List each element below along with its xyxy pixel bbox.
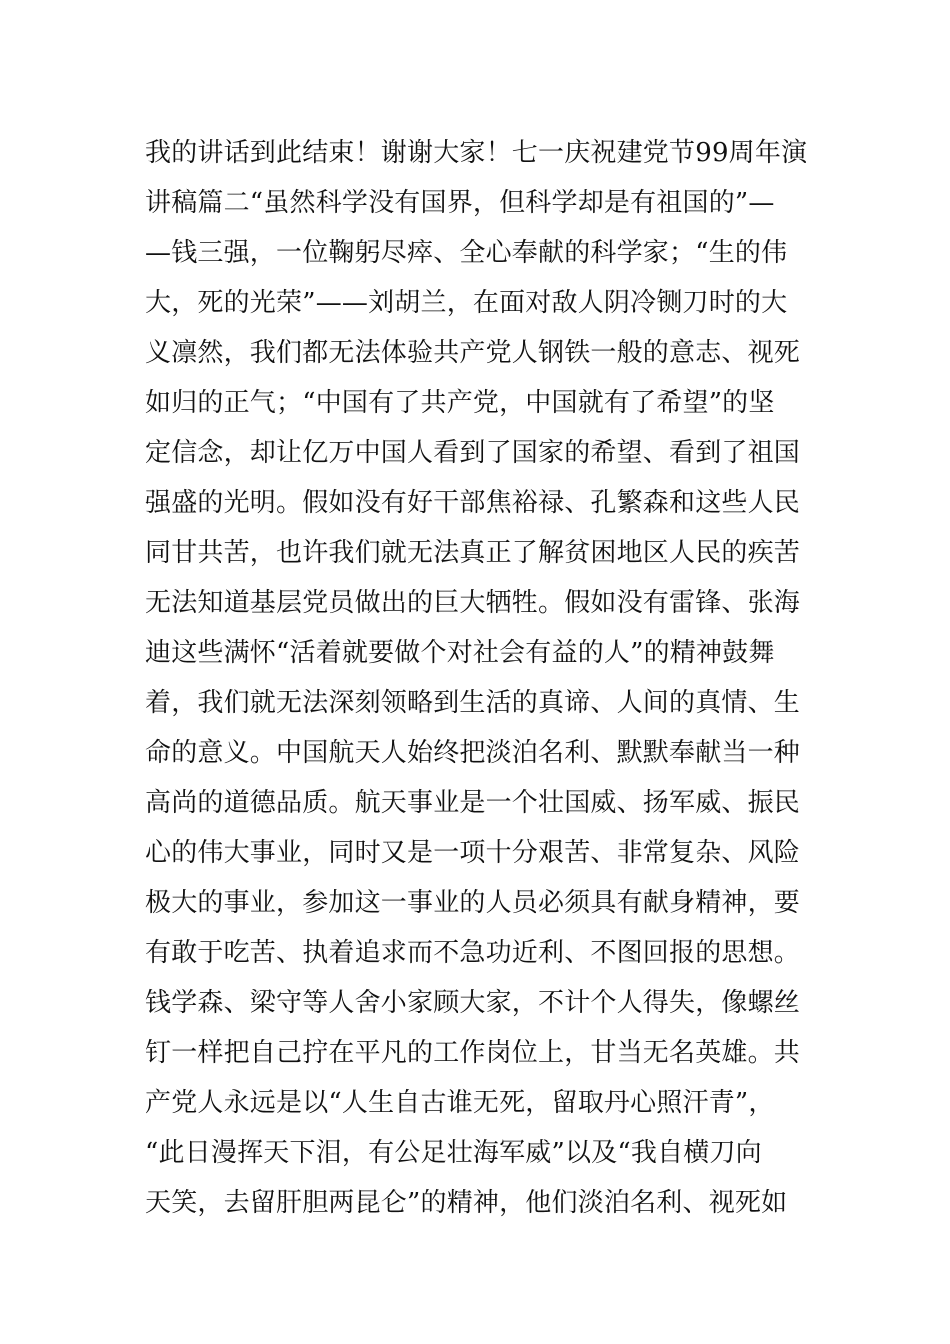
text-line-22: 天笑，去留肝胆两昆仑”的精神，他们淡泊名利、视死如 <box>145 1188 788 1218</box>
text-line-19: 钉一样把自己拧在平凡的工作岗位上，甘当无名英雄。共 <box>145 1038 801 1068</box>
text-line-9: 同甘共苦，也许我们就无法真正了解贫困地区人民的疾苦 <box>145 538 801 568</box>
text-line-16: 极大的事业，参加这一事业的人员必须具有献身精神，要 <box>145 888 801 918</box>
text-line-6: 如归的正气；“中国有了共产党，中国就有了希望”的坚 <box>145 388 775 418</box>
text-line-20: 产党人永远是以“人生自古谁无死，留取丹心照汗青”， <box>145 1088 775 1118</box>
text-line-17: 有敢于吃苦、执着追求而不急功近利、不图回报的思想。 <box>145 938 801 968</box>
text-line-13: 命的意义。中国航天人始终把淡泊名利、默默奉献当一种 <box>145 738 801 768</box>
text-line-5: 义凛然，我们都无法体验共产党人钢铁一般的意志、视死 <box>145 338 801 368</box>
text-line-21: “此日漫挥天下泪，有公足壮海军威”以及“我自横刀向 <box>145 1138 762 1168</box>
body-text <box>145 128 810 1228</box>
text-line-8: 强盛的光明。假如没有好干部焦裕禄、孔繁森和这些人民 <box>145 488 801 518</box>
text-line-4: 大，死的光荣”——刘胡兰，在面对敌人阴冷铡刀时的大 <box>145 288 788 318</box>
text-line-18: 钱学森、梁守等人舍小家顾大家，不计个人得失，像螺丝 <box>145 988 801 1018</box>
text-line-3: —钱三强，一位鞠躬尽瘁、全心奉献的科学家；“生的伟 <box>145 238 788 268</box>
text-line-10: 无法知道基层党员做出的巨大牺牲。假如没有雷锋、张海 <box>145 588 801 618</box>
text-line-1: 我的讲话到此结束！谢谢大家！七一庆祝建党节99周年演 <box>145 138 808 168</box>
text-line-14: 高尚的道德品质。航天事业是一个壮国威、扬军威、振民 <box>145 788 801 818</box>
text-line-11: 迪这些满怀“活着就要做个对社会有益的人”的精神鼓舞 <box>145 638 775 668</box>
text-line-12: 着，我们就无法深刻领略到生活的真谛、人间的真情、生 <box>145 688 801 718</box>
text-line-2: 讲稿篇二“虽然科学没有国界，但科学却是有祖国的”— <box>145 188 775 218</box>
text-line-7: 定信念，却让亿万中国人看到了国家的希望、看到了祖国 <box>145 438 801 468</box>
text-line-15: 心的伟大事业，同时又是一项十分艰苦、非常复杂、风险 <box>145 838 801 868</box>
